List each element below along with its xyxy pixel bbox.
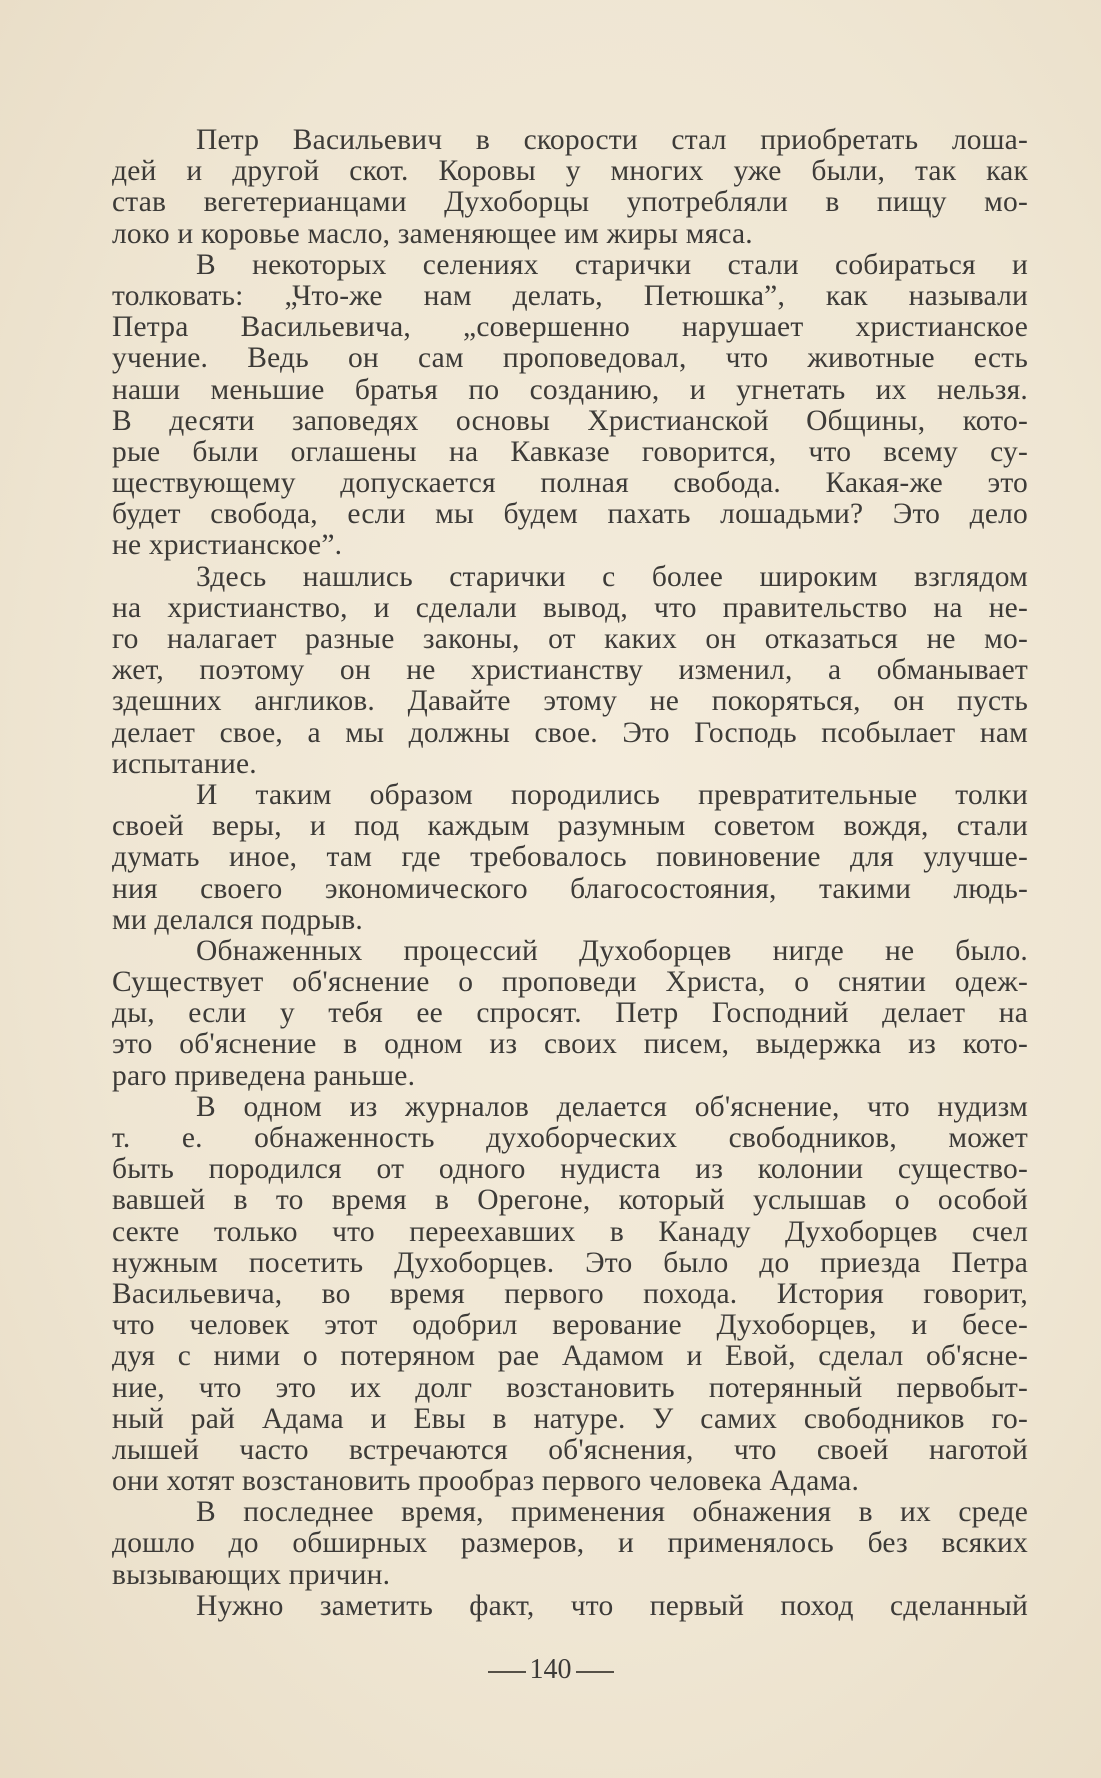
text-line: вавшей в то время в Орегоне, который услышав о особой (112, 1184, 1028, 1217)
text-line: локо и коровье масло, заменяющее им жиры мяса. (112, 217, 753, 250)
text-line: став вегетерианцами Духоборцы употребляли в пищу мо- (112, 186, 1028, 219)
text-line: что человек этот одобрил верование Духоборцев, и бесе- (112, 1309, 1028, 1342)
text-line: не христианское”. (112, 529, 343, 562)
text-line: жет, поэтому он не христианству изменил, а обманывает (112, 654, 1028, 687)
text-line: ние, что это их долг возстановить потерянный первобыт- (112, 1371, 1028, 1404)
text-line: дошло до обширных размеров, и применялось без всяких (112, 1527, 1028, 1560)
text-line: т. е. обнаженность духоборческих свободников, может (112, 1122, 1028, 1154)
paragraph (112, 1591, 1028, 1622)
text-line: наши меньшие братья по созданию, и угнетать их нельзя. (112, 373, 1028, 406)
text-line: В одном из журналов делается об'яснение, что нудизм (196, 1090, 1028, 1123)
text-line: учение. Ведь он сам проповедовал, что животные есть (112, 342, 1028, 375)
text-line: вызывающих причин. (112, 1558, 391, 1591)
text-line: они хотят возстановить прообраз первого человека Адама. (112, 1465, 860, 1498)
paragraph (112, 250, 1028, 562)
text-line: В последнее время, применения обнажения в их среде (196, 1496, 1028, 1529)
text-line: Васильевича, во время первого похода. История говорит, (112, 1277, 1028, 1310)
paragraph (112, 1497, 1028, 1591)
text-line: нужным посетить Духоборцев. Это было до приезда Петра (112, 1246, 1028, 1279)
text-line: Существует об'яснение о проповеди Христа, о снятии одеж- (112, 966, 1028, 999)
text-line: Нужно заметить факт, что первый поход сделанный (196, 1589, 1028, 1622)
text-line: В десяти заповедях основы Христианской Общины, кото- (112, 404, 1028, 437)
text-line: И таким образом породились превратительные толки (196, 778, 1028, 811)
text-line: дей и другой скот. Коровы у многих уже были, так как (112, 155, 1028, 188)
text-line: В некоторых селениях старички стали собираться и (196, 248, 1028, 281)
text-line: ществующему допускается полная свобода. Какая-же это (112, 467, 1028, 500)
text-line: ный рай Адама и Евы в натуре. У самих свободников го- (112, 1402, 1028, 1435)
paragraph (112, 1092, 1028, 1497)
folio-dash-left (488, 1671, 526, 1673)
text-line: думать иное, там где требовалось повиновение для улучше- (112, 841, 1028, 874)
body-text (112, 125, 1028, 1622)
text-line: ния своего экономического благосостояния, такими людь- (112, 872, 1028, 905)
text-line: ми делался подрыв. (112, 903, 363, 936)
page-number (0, 1654, 1101, 1686)
text-line: толковать: „Что-же нам делать, Петюшка”, как называли (112, 279, 1028, 312)
text-line: го налагает разные законы, от каких он отказаться не мо- (112, 623, 1028, 655)
text-line: это об'яснение в одном из своих писем, выдержка из кото- (112, 1028, 1028, 1061)
page-number-value: 140 (529, 1654, 572, 1685)
text-line: быть породился от одного нудиста из колонии существо- (112, 1153, 1028, 1186)
text-line: рые были оглашены на Кавказе говорится, что всему су- (112, 435, 1028, 468)
paragraph (112, 562, 1028, 780)
text-line: секте только что переехавших в Канаду Духоборцев счел (112, 1215, 1028, 1248)
text-line: Петр Васильевич в скорости стал приобретать лоша- (196, 124, 1028, 156)
folio-dash-right (576, 1671, 614, 1673)
text-line: Обнаженных процессий Духоборцев нигде не было. (196, 934, 1028, 967)
text-line: лышей часто встречаются об'яснения, что своей наготой (112, 1433, 1028, 1466)
text-line: будет свобода, если мы будем пахать лошадьми? Это дело (112, 498, 1028, 531)
paragraph (112, 936, 1028, 1092)
paragraph (112, 780, 1028, 936)
text-line: ды, если у тебя ее спросят. Петр Господний делает на (112, 997, 1028, 1030)
text-line: делает свое, а мы должны свое. Это Господь псобылает нам (112, 716, 1028, 749)
text-line: своей веры, и под каждым разумным советом вождя, стали (112, 810, 1028, 843)
text-line: Здесь нашлись старички с более широким взглядом (196, 560, 1028, 593)
text-line: на христианство, и сделали вывод, что правительство на не- (112, 591, 1028, 624)
text-line: Петра Васильевича, „совершенно нарушает христианское (112, 311, 1028, 344)
text-line: дуя с ними о потеряном рае Адамом и Евой, сделал об'ясне- (112, 1340, 1028, 1373)
paragraph (112, 125, 1028, 250)
text-line: раго приведена раньше. (112, 1059, 416, 1092)
text-line: здешних англиков. Давайте этому не покоряться, он пусть (112, 685, 1028, 718)
text-line: испытание. (112, 747, 257, 780)
